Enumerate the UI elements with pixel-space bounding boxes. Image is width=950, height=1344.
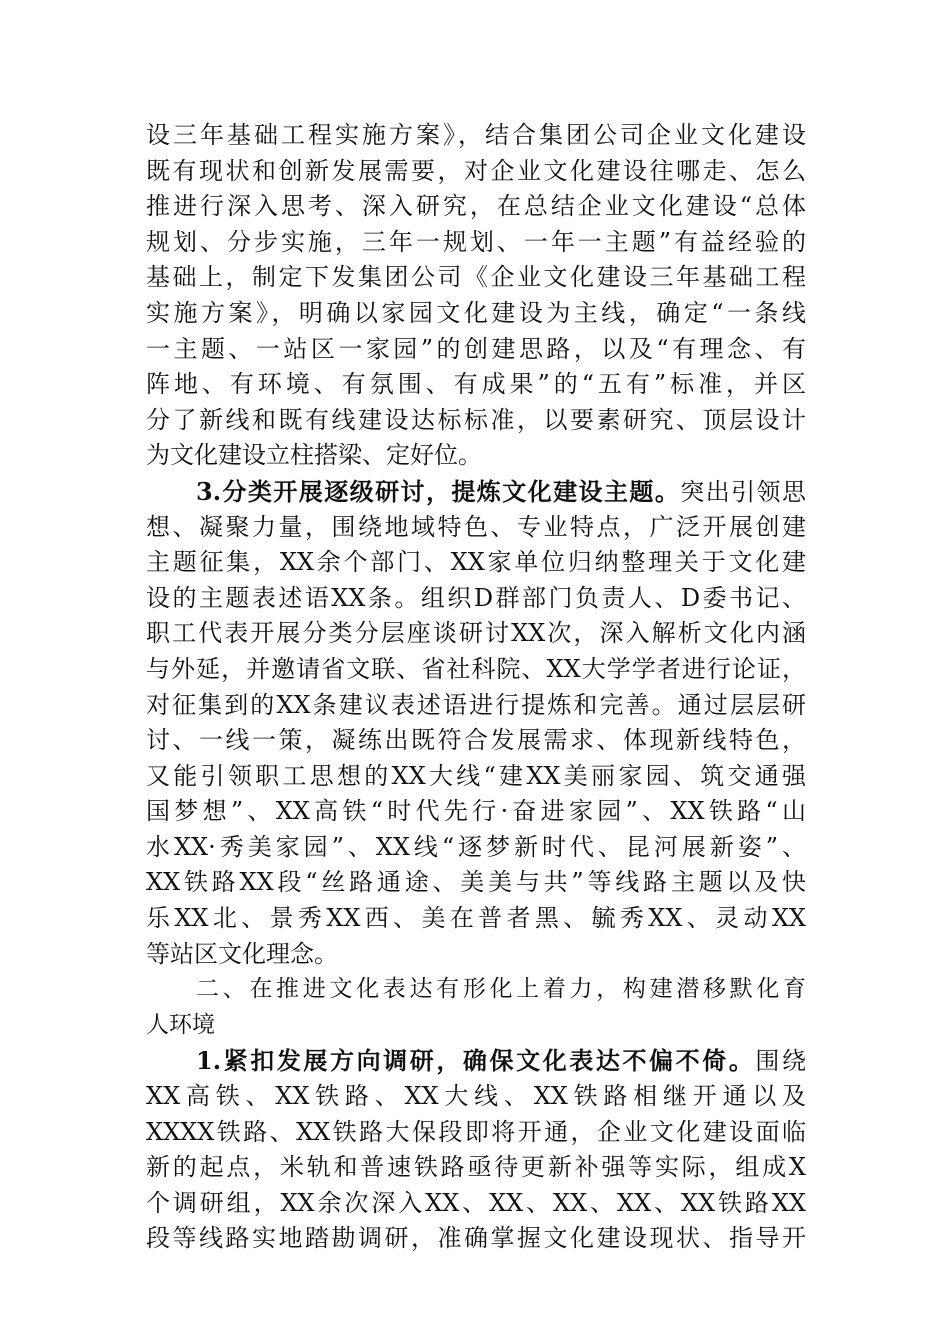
text-line: 阵地、有环境、有氛围、有成果”的“五有”标准，并区 <box>146 370 806 399</box>
text-line: 讨、一线一策，凝练出既符合发展需求、体现新线特色， <box>146 726 806 755</box>
paragraph-first-line <box>146 474 806 510</box>
text-line: 推进行深入思考、深入研究，在总结企业文化建设“总体 <box>146 192 806 221</box>
paragraph-lead-heading: 1.紧扣发展方向调研，确保文化表达不偏不倚。 <box>196 1046 756 1076</box>
text-line: 规划、分步实施，三年一规划、一年一主题”有益经验的 <box>146 227 806 256</box>
text-line: 实施方案》，明确以家园文化建设为主线，确定“一条线 <box>146 298 806 327</box>
text-line: 又能引领职工思想的XX大线“建XX美丽家园、筑交通强 <box>146 761 806 790</box>
text-line: 新的起点，米轨和普速铁路亟待更新补强等实际，组成X <box>146 1153 806 1182</box>
text-line: 段等线路实地踏勘调研，准确掌握文化建设现状、指导开 <box>146 1224 806 1253</box>
text-line: 想、凝聚力量，围绕地域特色、专业特点，广泛开展创建 <box>146 512 806 541</box>
text-line: XX高铁、XX铁路、XX大线、XX铁路相继开通以及 <box>146 1082 806 1111</box>
text-line: 等站区文化理念。 <box>146 939 338 968</box>
section-heading <box>146 972 806 1043</box>
text-line: 对征集到的XX条建议表述语进行提炼和完善。通过层层研 <box>146 690 806 719</box>
section-heading-line: 二、在推进文化表达有形化上着力，构建潜移默化育 <box>196 976 806 1003</box>
text-line: XXXX铁路、XX铁路大保段即将开通，企业文化建设面临 <box>146 1117 806 1146</box>
paragraph-first-line <box>146 1043 806 1079</box>
text-line: 分了新线和既有线建设达标标准，以要素研究、顶层设计 <box>146 405 806 434</box>
text-line: 为文化建设立柱搭梁、定好位。 <box>146 441 482 470</box>
text-line: 水XX·秀美家园”、XX线“逐梦新时代、昆河展新姿”、 <box>146 832 806 861</box>
text-line: 个调研组，XX余次深入XX、XX、XX、XX、XX铁路XX <box>146 1188 806 1217</box>
paragraph-research <box>146 1043 806 1257</box>
text-line: 与外延，并邀请省文联、省社科院、XX大学学者进行论证， <box>146 654 806 683</box>
text-line: 主题征集，XX余个部门、XX家单位归纳整理关于文化建 <box>146 548 806 577</box>
section-heading-line: 人环境 <box>146 1011 215 1038</box>
text-line: 国梦想”、XX高铁“时代先行·奋进家园”、XX铁路“山 <box>146 797 806 826</box>
text-line: 既有现状和创新发展需要，对企业文化建设往哪走、怎么 <box>146 156 806 185</box>
paragraph-project-plan <box>146 118 806 474</box>
text-span: 突出引领思 <box>680 477 806 506</box>
text-line: 设的主题表述语XX条。组织D群部门负责人、D委书记、 <box>146 583 806 612</box>
text-line: 职工代表开展分类分层座谈研讨XX次，深入解析文化内涵 <box>146 619 806 648</box>
paragraph-lead-heading: 3.分类开展逐级研讨，提炼文化建设主题。 <box>196 476 681 506</box>
text-line: 设三年基础工程实施方案》，结合集团公司企业文化建设 <box>146 121 806 149</box>
text-line: 一主题、一站区一家园”的创建思路，以及“有理念、有 <box>146 334 806 363</box>
text-span: 围绕 <box>755 1047 806 1076</box>
text-line: 乐XX北、景秀XX西、美在普者黑、毓秀XX、灵动XX <box>146 904 806 933</box>
text-line: XX铁路XX段“丝路通途、美美与共”等线路主题以及快 <box>146 868 806 897</box>
document-page <box>146 118 806 1257</box>
text-line: 基础上，制定下发集团公司《企业文化建设三年基础工程 <box>146 263 806 292</box>
paragraph-theme-refinement <box>146 474 806 972</box>
